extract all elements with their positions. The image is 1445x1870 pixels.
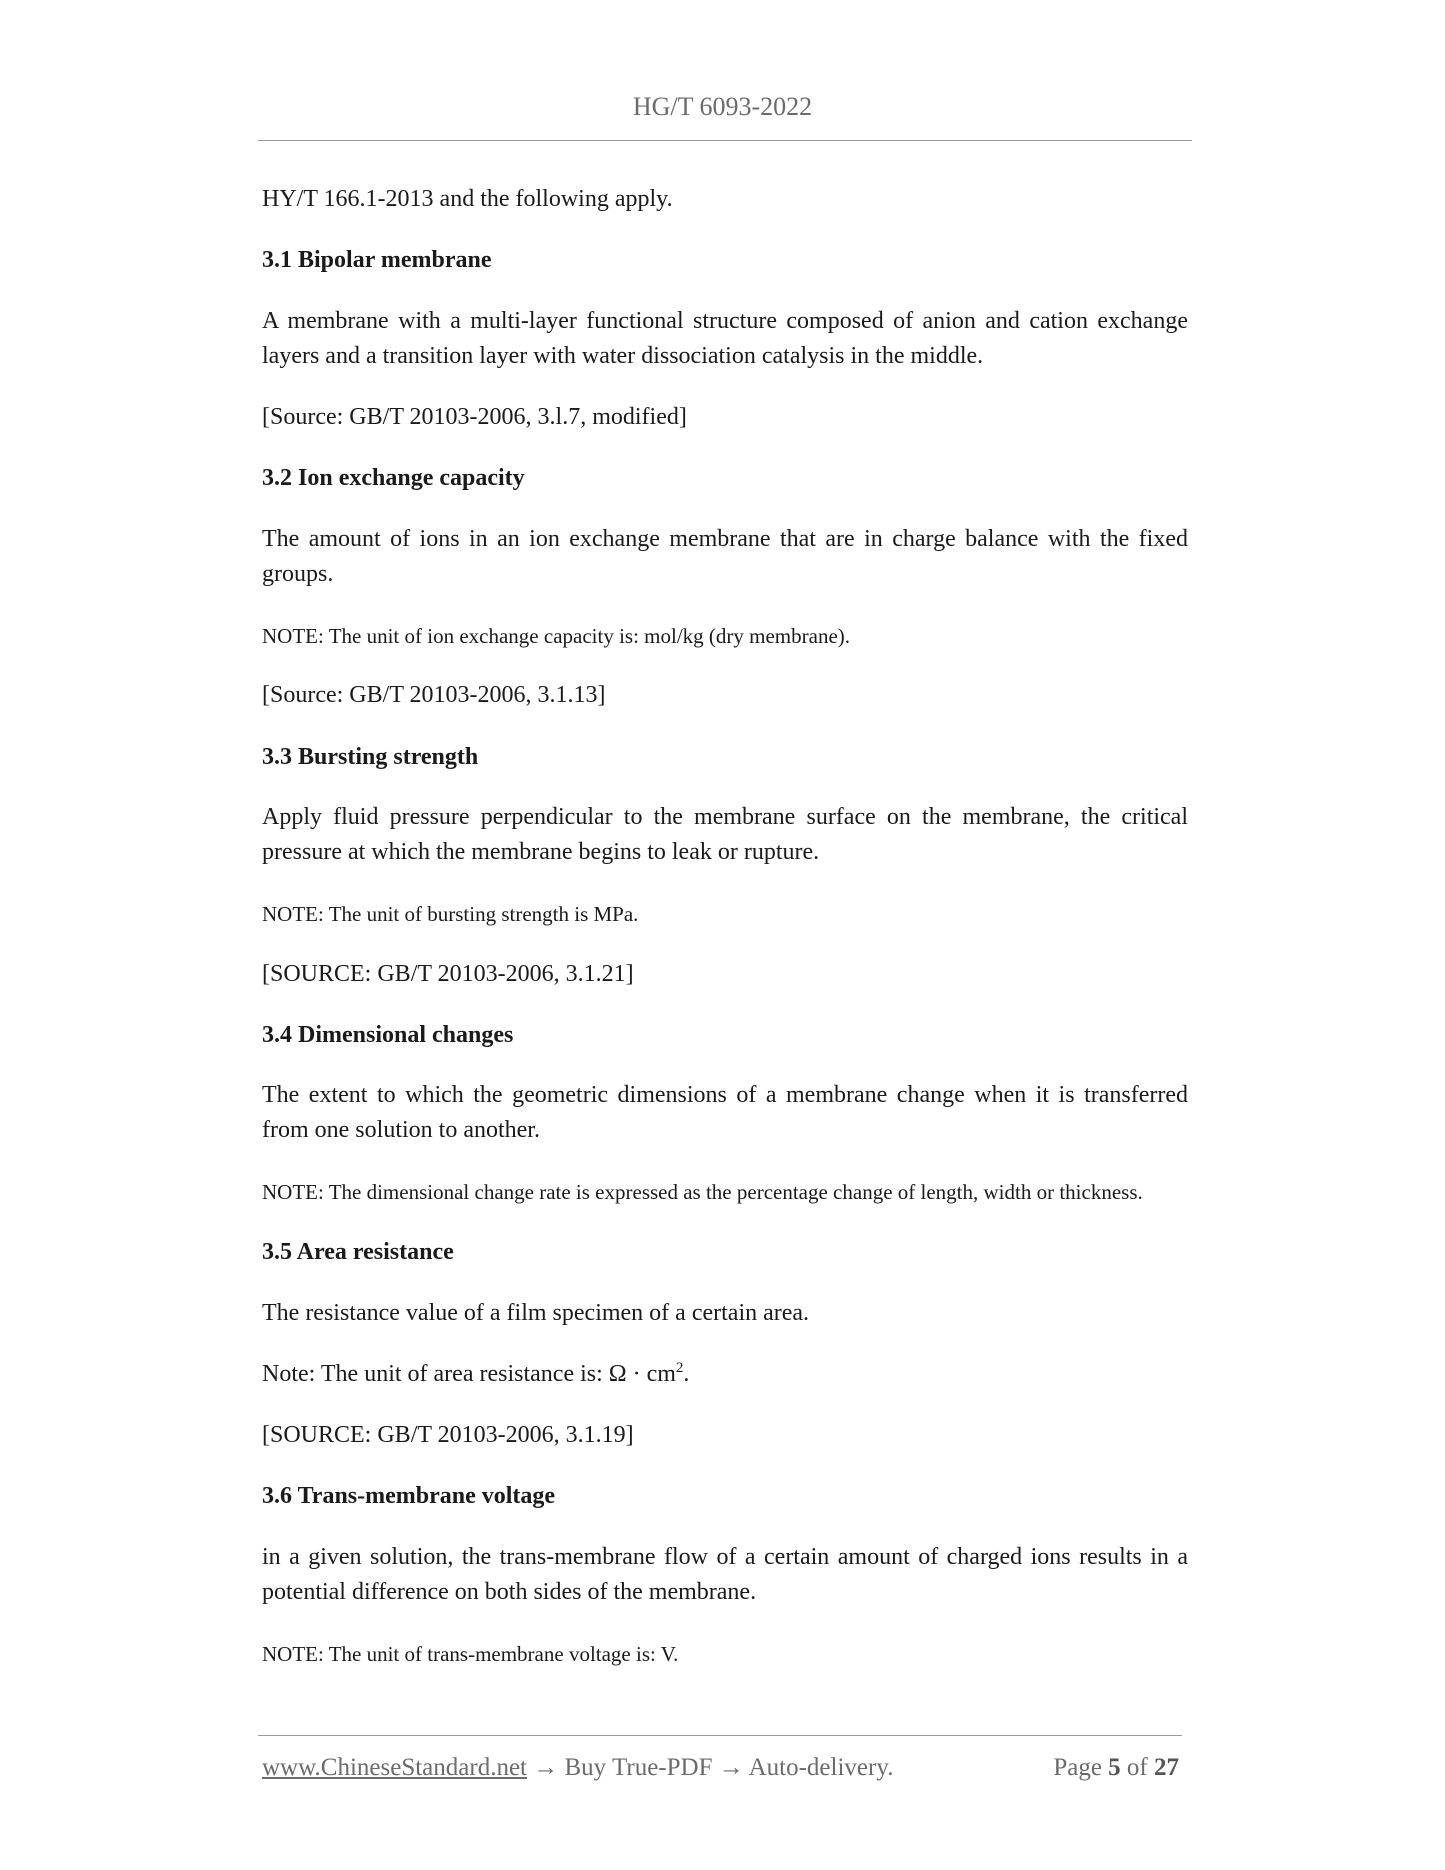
section-3-5-definition: The resistance value of a film specimen of a certain area. bbox=[262, 1300, 810, 1326]
section-3-3-definition: Apply fluid pressure perpendicular to the membrane surface on the membrane, the critical pressure at which the membrane begins to leak or rupture. bbox=[262, 804, 1188, 865]
auto-delivery-text: Auto-delivery. bbox=[748, 1754, 894, 1781]
page-indicator bbox=[1053, 1752, 1179, 1784]
current-page-number: 5 bbox=[1108, 1754, 1121, 1781]
area-resistance-note-text: Note: The unit of area resistance is: Ω · cm bbox=[262, 1361, 676, 1387]
footer-divider bbox=[258, 1735, 1182, 1736]
section-3-6-note: NOTE: The unit of trans-membrane voltage is: V. bbox=[262, 1642, 679, 1666]
section-3-3-source: [SOURCE: GB/T 20103-2006, 3.1.21] bbox=[262, 961, 634, 987]
page-label: Page bbox=[1053, 1754, 1102, 1781]
section-3-4-heading: 3.4 Dimensional changes bbox=[262, 1022, 514, 1048]
intro-paragraph: HY/T 166.1-2013 and the following apply. bbox=[262, 186, 673, 212]
section-3-6-definition: in a given solution, the trans-membrane flow of a certain amount of charged ions results in a potential difference on both sides of the membrane. bbox=[262, 1544, 1188, 1605]
buy-pdf-text: Buy True-PDF bbox=[564, 1754, 713, 1781]
header-divider bbox=[258, 140, 1192, 141]
document-header-id: HG/T 6093-2022 bbox=[632, 92, 813, 121]
section-3-5-note bbox=[262, 1357, 1188, 1392]
section-3-2-definition: The amount of ions in an ion exchange membrane that are in charge balance with the fixed groups. bbox=[262, 526, 1188, 587]
area-resistance-note-end: . bbox=[683, 1361, 690, 1387]
section-3-1-definition: A membrane with a multi-layer functional structure composed of anion and cation exchange layers and a transition layer with water dissociation catalysis in the middle. bbox=[262, 308, 1188, 369]
of-label: of bbox=[1126, 1754, 1148, 1781]
section-3-5-heading: 3.5 Area resistance bbox=[262, 1239, 454, 1265]
arrow-right-icon: → bbox=[527, 1754, 565, 1781]
section-3-2-source: [Source: GB/T 20103-2006, 3.1.13] bbox=[262, 682, 606, 708]
section-3-1-source: [Source: GB/T 20103-2006, 3.l.7, modified] bbox=[262, 404, 687, 430]
section-3-2-note: NOTE: The unit of ion exchange capacity is: mol/kg (dry membrane). bbox=[262, 624, 851, 648]
arrow-right-icon: → bbox=[712, 1754, 749, 1781]
section-3-6-heading: 3.6 Trans-membrane voltage bbox=[262, 1483, 556, 1509]
section-3-3-note: NOTE: The unit of bursting strength is MPa. bbox=[262, 902, 639, 926]
total-pages-number: 27 bbox=[1154, 1754, 1179, 1781]
section-3-5-source: [SOURCE: GB/T 20103-2006, 3.1.19] bbox=[262, 1422, 634, 1448]
section-3-4-definition: The extent to which the geometric dimensions of a membrane change when it is transferred from one solution to another. bbox=[262, 1082, 1188, 1143]
section-3-2-heading: 3.2 Ion exchange capacity bbox=[262, 465, 525, 491]
footer-promo bbox=[262, 1752, 893, 1784]
section-3-3-heading: 3.3 Bursting strength bbox=[262, 744, 479, 770]
website-link[interactable]: www.ChineseStandard.net bbox=[262, 1754, 527, 1781]
section-3-4-note: NOTE: The dimensional change rate is expressed as the percentage change of length, width or thickness. bbox=[262, 1180, 1143, 1204]
area-resistance-exponent: 2 bbox=[675, 1360, 684, 1376]
section-3-1-heading: 3.1 Bipolar membrane bbox=[262, 247, 492, 273]
